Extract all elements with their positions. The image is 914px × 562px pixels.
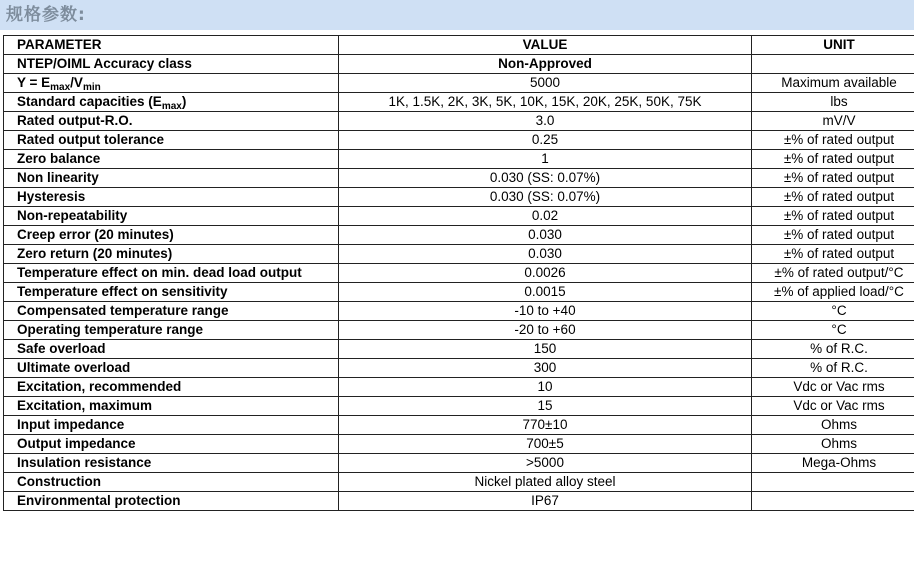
value-cell: 0.030 (SS: 0.07%)	[339, 188, 752, 207]
param-cell: Output impedance	[4, 435, 339, 454]
value-cell: 0.0015	[339, 283, 752, 302]
table-header-row	[4, 36, 914, 55]
table-row	[4, 397, 914, 416]
param-cell: Excitation, maximum	[4, 397, 339, 416]
param-cell: Compensated temperature range	[4, 302, 339, 321]
table-row	[4, 492, 914, 511]
table-row	[4, 74, 914, 93]
value-cell: -10 to +40	[339, 302, 752, 321]
param-cell: Non linearity	[4, 169, 339, 188]
column-header-unit: UNIT	[752, 36, 914, 55]
param-cell: Operating temperature range	[4, 321, 339, 340]
param-cell: Rated output-R.O.	[4, 112, 339, 131]
column-header-value: VALUE	[339, 36, 752, 55]
value-cell: IP67	[339, 492, 752, 511]
value-cell: 0.030	[339, 245, 752, 264]
table-row	[4, 131, 914, 150]
value-cell: 1	[339, 150, 752, 169]
table-row	[4, 454, 914, 473]
param-subscript: max	[50, 82, 71, 93]
unit-cell: ±% of rated output	[752, 169, 914, 188]
param-cell: Rated output tolerance	[4, 131, 339, 150]
value-cell: 0.030	[339, 226, 752, 245]
value-cell: 0.0026	[339, 264, 752, 283]
param-cell: Input impedance	[4, 416, 339, 435]
table-row	[4, 359, 914, 378]
unit-cell: % of R.C.	[752, 359, 914, 378]
value-cell: 1K, 1.5K, 2K, 3K, 5K, 10K, 15K, 20K, 25K, 50K, 75K	[339, 93, 752, 112]
table-row	[4, 226, 914, 245]
unit-cell: ±% of rated output	[752, 131, 914, 150]
unit-cell	[752, 473, 914, 492]
param-text: /V	[70, 75, 83, 90]
unit-cell: ±% of rated output/°C	[752, 264, 914, 283]
param-cell: Temperature effect on sensitivity	[4, 283, 339, 302]
table-row	[4, 112, 914, 131]
param-cell: Zero balance	[4, 150, 339, 169]
table-row	[4, 378, 914, 397]
param-cell: Temperature effect on min. dead load output	[4, 264, 339, 283]
table-row	[4, 302, 914, 321]
value-cell: 300	[339, 359, 752, 378]
param-text: )	[181, 94, 187, 109]
value-cell: 0.02	[339, 207, 752, 226]
param-cell: Ultimate overload	[4, 359, 339, 378]
unit-cell: °C	[752, 321, 914, 340]
value-cell: 10	[339, 378, 752, 397]
table-row	[4, 93, 914, 112]
param-cell: Construction	[4, 473, 339, 492]
param-cell: Zero return (20 minutes)	[4, 245, 339, 264]
param-cell: Insulation resistance	[4, 454, 339, 473]
unit-cell: °C	[752, 302, 914, 321]
column-header-parameter: PARAMETER	[4, 36, 339, 55]
table-row	[4, 340, 914, 359]
param-cell: Hysteresis	[4, 188, 339, 207]
unit-cell: Vdc or Vac rms	[752, 397, 914, 416]
table-row	[4, 473, 914, 492]
param-cell: Non-repeatability	[4, 207, 339, 226]
unit-cell: ±% of rated output	[752, 207, 914, 226]
param-cell: Safe overload	[4, 340, 339, 359]
param-cell: NTEP/OIML Accuracy class	[4, 55, 339, 74]
table-row	[4, 283, 914, 302]
unit-cell	[752, 55, 914, 74]
value-cell: -20 to +60	[339, 321, 752, 340]
value-cell: 700±5	[339, 435, 752, 454]
param-cell	[4, 74, 339, 93]
value-cell: >5000	[339, 454, 752, 473]
table-row	[4, 416, 914, 435]
unit-cell	[752, 492, 914, 511]
table-row	[4, 55, 914, 74]
value-cell: 15	[339, 397, 752, 416]
table-row	[4, 188, 914, 207]
unit-cell: ±% of rated output	[752, 188, 914, 207]
table-row	[4, 150, 914, 169]
unit-cell: mV/V	[752, 112, 914, 131]
value-cell: 150	[339, 340, 752, 359]
unit-cell: % of R.C.	[752, 340, 914, 359]
unit-cell: ±% of rated output	[752, 150, 914, 169]
param-text: Standard capacities (E	[17, 94, 162, 109]
header-bar	[0, 0, 914, 30]
param-cell: Environmental protection	[4, 492, 339, 511]
spec-table	[3, 35, 914, 511]
table-row	[4, 169, 914, 188]
table-row	[4, 435, 914, 454]
param-cell	[4, 93, 339, 112]
value-cell: Non-Approved	[339, 55, 752, 74]
value-cell: 0.25	[339, 131, 752, 150]
param-subscript: max	[161, 101, 182, 112]
unit-cell: Ohms	[752, 416, 914, 435]
unit-cell: Vdc or Vac rms	[752, 378, 914, 397]
value-cell: 0.030 (SS: 0.07%)	[339, 169, 752, 188]
table-row	[4, 321, 914, 340]
unit-cell: Ohms	[752, 435, 914, 454]
param-text: Y = E	[17, 75, 51, 90]
table-row	[4, 264, 914, 283]
unit-cell: ±% of rated output	[752, 226, 914, 245]
value-cell: 3.0	[339, 112, 752, 131]
param-subscript: min	[82, 82, 101, 93]
param-cell: Excitation, recommended	[4, 378, 339, 397]
value-cell: Nickel plated alloy steel	[339, 473, 752, 492]
value-cell: 770±10	[339, 416, 752, 435]
table-row	[4, 207, 914, 226]
unit-cell: Mega-Ohms	[752, 454, 914, 473]
value-cell: 5000	[339, 74, 752, 93]
unit-cell: ±% of rated output	[752, 245, 914, 264]
section-title: 规格参数:	[6, 5, 86, 25]
table-row	[4, 245, 914, 264]
unit-cell: Maximum available	[752, 74, 914, 93]
unit-cell: ±% of applied load/°C	[752, 283, 914, 302]
unit-cell: lbs	[752, 93, 914, 112]
param-cell: Creep error (20 minutes)	[4, 226, 339, 245]
